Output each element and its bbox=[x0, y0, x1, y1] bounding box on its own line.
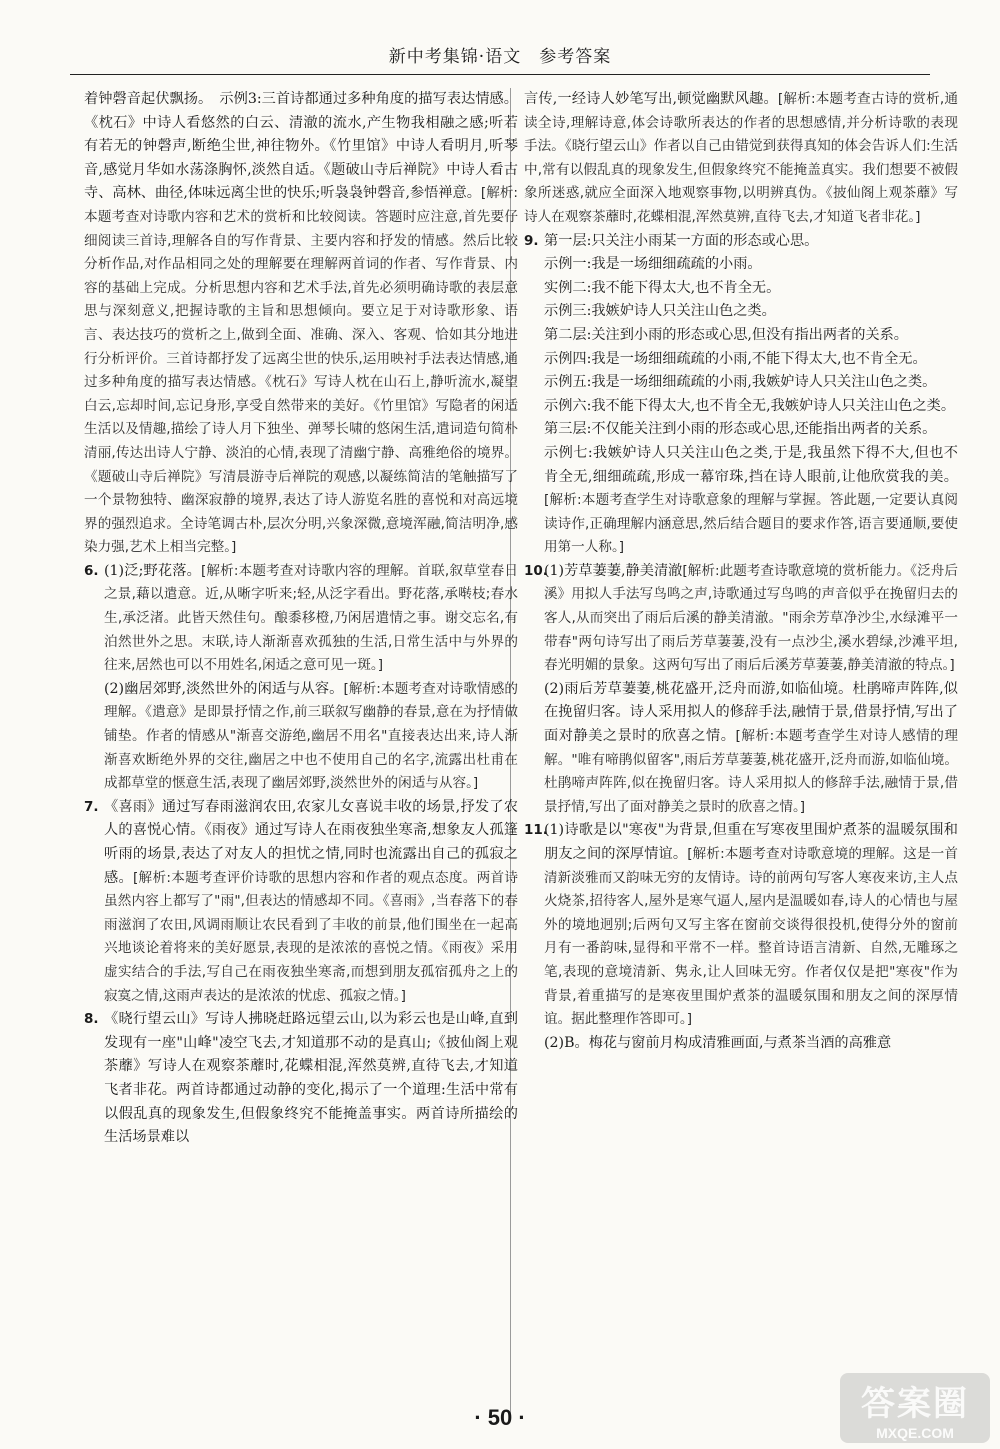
analysis-text: [解析:此题考查诗歌意境的赏析能力。《泛舟后溪》用拟人手法写鸟鸣之声,诗歌通过写鸟鸣的声音似乎在挽留归去的客人,从而突出了雨后后溪的静美清澈。"雨余芳草净沙尘,水绿滩平一带春"两句诗写出了雨后芳草萋萋,没有一点沙尘,溪水碧绿,沙滩平坦,春光明媚的景象。这两句写出了雨后后溪芳草萋萋,静美清澈的特点。] bbox=[544, 562, 958, 674]
watermark-url: MXQE.COM bbox=[876, 1424, 954, 1441]
answer-part: (1)泛;野花落。[解析:本题考查对诗歌内容的理解。首联,叙草堂春日之景,藉以遣意。近,从晰字听来;轻,从泛字看出。野花落,承啭枝;春水生,承泛渚。此皆天然佳句。酿黍移橙,乃闲居遣情之事。谢交忘名,有泊然世外之思。末联,诗人渐渐喜欢孤独的生活,日常生活中与外界的往来,居然也可以不用姓名,闲适之意可见一斑。] bbox=[104, 562, 519, 674]
question-number: 7. bbox=[84, 798, 99, 815]
analysis-text: [解析:本题考查学生对诗歌意象的理解与掌握。答此题,一定要认真阅读诗作,正确理解内涵意思,然后结合题目的要求作答,语言要通顺,要使用第一人称。] bbox=[544, 492, 958, 556]
answer-line: 实例二:我不能下得太大,也不肯全无。 bbox=[544, 279, 781, 296]
header-title: 新中考集锦·语文 参考答案 bbox=[388, 47, 612, 67]
answer-line: 第一层:只关注小雨某一方面的形态或心思。 bbox=[544, 232, 819, 249]
watermark-logo-text: 答案圈 bbox=[861, 1383, 969, 1424]
question-number: 10. bbox=[524, 562, 548, 579]
question-7 bbox=[84, 796, 518, 1008]
page-header bbox=[70, 40, 930, 75]
analysis-text: [解析:本题考查对诗歌情感的理解。《遣意》是即景抒情之作,前三联叙写幽静的春景,意在为抒情做铺垫。作者的情感从"渐喜交游绝,幽居不用名"直接表达出来,诗人渐渐喜欢断绝外界的交往,幽居之中也不使用自己的名字,流露出杜甫在成都草堂的惬意生活,表现了幽居郊野,淡然世外的闲适与从容。] bbox=[104, 680, 519, 792]
answer-line: 示例三:我嫉妒诗人只关注山色之类。 bbox=[544, 303, 776, 320]
answer-line: 示例一:我是一场细细疏疏的小雨。 bbox=[544, 256, 762, 273]
answer-part: (1)诗歌是以"寒夜"为背景,但重在写寒夜里围炉煮茶的温暖氛围和朋友之间的深厚情谊。[解析:本题考查对诗歌意境的理解。这是一首清新淡雅而又韵味无穷的友情诗。诗的前两句写客人寒夜来访,主人点火烧茶,招待客人,屋外是寒气逼人,屋内是温暖如春,诗人的心情也与屋外的境地迥别;后两句又写主客在窗前交谈得很投机,使得分外的窗前月有一番韵味,显得和平常不一样。整首诗语言清新、自然,无雕琢之笔,表现的意境清新、隽永,让人回味无穷。作者仅仅是把"寒夜"作为背景,着重描写的是寒夜里围炉煮茶的温暖氛围和朋友之间的深厚情谊。据此整理作答即可。] bbox=[544, 822, 958, 1028]
question-number: 9. bbox=[524, 232, 539, 249]
question-8 bbox=[84, 1008, 518, 1150]
answer-part: (2)B。梅花与窗前月构成清雅画面,与煮茶当酒的高雅意 bbox=[544, 1034, 892, 1051]
question-9 bbox=[524, 230, 958, 560]
paragraph: 言传,一经诗人妙笔写出,顿觉幽默风趣。[解析:本题考查古诗的赏析,通读全诗,理解诗意,体会诗歌所表达的作者的思想感情,并分析诗歌的表现手法。《晓行望云山》作者以自己由错觉到获得真知的体会告诉人们:生活中,常有以假乱真的现象发生,但假象终究不能掩盖真实。我们想要不被假象所迷惑,就应全面深入地观察事物,以明辨真伪。《披仙阁上观茶蘼》写诗人在观察茶蘼时,花蝶相混,浑然莫辨,直待飞去,才知道飞者非花。] bbox=[524, 91, 958, 225]
right-column bbox=[524, 88, 958, 1055]
page-number: · 50 · bbox=[474, 1405, 526, 1430]
question-number: 11. bbox=[524, 822, 548, 839]
question-10 bbox=[524, 560, 958, 820]
left-column bbox=[84, 88, 518, 1150]
question-6 bbox=[84, 560, 518, 796]
answer-part: 《晓行望云山》写诗人拂晓赶路远望云山,以为彩云也是山峰,直到发现有一座"山峰"凌空飞去,才知道那不动的是真山;《披仙阁上观茶蘼》写诗人在观察茶蘼时,花蝶相混,浑然莫辨,直待飞去,才知道飞者非花。两首诗都通过动静的变化,揭示了一个道理:生活中常有以假乱真的现象发生,但假象终究不能掩盖事实。两首诗所描绘的生活场景难以 bbox=[104, 1011, 518, 1146]
answer-line: 第二层:关注到小雨的形态或心思,但没有指出两者的关系。 bbox=[544, 326, 908, 343]
answer-line: 示例七:我嫉妒诗人只关注山色之类,于是,我虽然下得不大,但也不肯全无,细细疏疏,形成一幕帘珠,挡在诗人眼前,让他欣赏我的美。[解析:本题考查学生对诗歌意象的理解与掌握。答此题,一定要认真阅读诗作,正确理解内涵意思,然后结合题目的要求作答,语言要通顺,要使用第一人称。] bbox=[544, 444, 958, 556]
analysis-text: [解析:本题考查对诗歌内容和艺术的赏析和比较阅读。答题时应注意,首先要仔细阅读三首诗,理解各自的写作背景、主要内容和抒发的情感。然后比较分析作品,对作品相同之处的理解要在理解两首词的作者、写作背景、内容的基础上完成。分析思想内容和艺术手法,首先必须明确诗歌的表层意思与深刻意义,把握诗歌的主旨和思想倾向。要立足于对诗歌形象、语言、表达技巧的赏析之上,做到全面、准确、深入、客观、恰如其分地进行分析评价。三首诗都抒发了远离尘世的快乐,运用映衬手法表达情感,通过多种角度的描写表达情感。《枕石》写诗人枕在山石上,静听流水,凝望白云,忘却时间,忘记身形,享受自然带来的美好。《竹里馆》写隐者的闲适生活以及情趣,描绘了诗人月下独坐、弹琴长啸的悠闲生活,遣词造句简朴清丽,传达出诗人宁静、淡泊的心情,表现了清幽宁静、高雅绝俗的境界。《题破山寺后禅院》写清晨游寺后禅院的观感,以凝练简洁的笔触描写了一个景物独特、幽深寂静的境界,表达了诗人游览名胜的喜悦和对高远境界的强烈追求。全诗笔调古朴,层次分明,兴象深微,意境浑融,简洁明净,感染力强,艺术上相当完整。] bbox=[84, 185, 518, 556]
answer-part: (2)雨后芳草萋萋,桃花盛开,泛舟而游,如临仙境。杜鹃啼声阵阵,似在挽留归客。诗人采用拟人的修辞手法,融情于景,借景抒情,写出了面对静美之景时的欣喜之情。[解析:本题考查学生对诗人感情的理解。"唯有啼鹃似留客",雨后芳草萋萋,桃花盛开,泛舟而游,如临仙境。杜鹃啼声阵阵,似在挽留归客。诗人采用拟人的修辞手法,融情于景,借景抒情,写出了面对静美之景时的欣喜之情。] bbox=[544, 680, 958, 815]
answer-part: 《喜雨》通过写春雨滋润农田,农家儿女喜说丰收的场景,抒发了农人的喜悦心情。《雨夜》通过写诗人在雨夜独坐寒斋,想象友人孤篷听雨的场景,表达了对友人的担忧之情,同时也流露出自己的孤寂之感。[解析:本题考查评价诗歌的思想内容和作者的观点态度。两首诗虽然内容上都写了"雨",但表达的情感却不同。《喜雨》,当春落下的春雨滋润了农田,风调雨顺让农民看到了丰收的前景,他们围坐在一起高兴地谈论着将来的美好愿景,表现的是浓浓的喜悦之情。《雨夜》采用虚实结合的手法,写自己在雨夜独坐寒斋,而想到朋友孤宿孤舟之上的寂寞之情,这雨声表达的是浓浓的忧虑、孤寂之情。] bbox=[104, 798, 518, 1004]
question-number: 6. bbox=[84, 562, 99, 579]
answer-part: (1)芳草萋萋,静美清澈[解析:此题考查诗歌意境的赏析能力。《泛舟后溪》用拟人手法写鸟鸣之声,诗歌通过写鸟鸣的声音似乎在挽留归去的客人,从而突出了雨后后溪的静美清澈。"雨余芳草净沙尘,水绿滩平一带春"两句诗写出了雨后芳草萋萋,没有一点沙尘,溪水碧绿,沙滩平坦,春光明媚的景象。这两句写出了雨后后溪芳草萋萋,静美清澈的特点。] bbox=[544, 562, 958, 674]
answer-line: 第三层:不仅能关注到小雨的形态或心思,还能指出两者的关系。 bbox=[544, 421, 937, 438]
analysis-text: [解析:本题考查对诗歌内容的理解。首联,叙草堂春日之景,藉以遣意。近,从晰字听来;轻,从泛字看出。野花落,承啭枝;春水生,承泛渚。此皆天然佳句。酿黍移橙,乃闲居遣情之事。谢交忘名,有泊然世外之思。末联,诗人渐渐喜欢孤独的生活,日常生活中与外界的往来,居然也可以不用姓名,闲适之意可见一斑。] bbox=[104, 562, 519, 674]
paragraph: 着钟磬音起伏飘扬。 示例3:三首诗都通过多种角度的描写表达情感。《枕石》中诗人看悠然的白云、清澈的流水,产生物我相融之感;听若有若无的钟磬声,断绝尘世,神往物外。《竹里馆》中诗人看明月,听琴音,感觉月华如水荡涤胸怀,淡然自适。《题破山寺后禅院》中诗人看古寺、高林、曲径,体味远离尘世的快乐;听袅袅钟磬音,参悟禅意。[解析:本题考查对诗歌内容和艺术的赏析和比较阅读。答题时应注意,首先要仔细阅读三首诗,理解各自的写作背景、主要内容和抒发的情感。然后比较分析作品,对作品相同之处的理解要在理解两首词的作者、写作背景、内容的基础上完成。分析思想内容和艺术手法,首先必须明确诗歌的表层意思与深刻意义,把握诗歌的主旨和思想倾向。要立足于对诗歌形象、语言、表达技巧的赏析之上,做到全面、准确、深入、客观、恰如其分地进行分析评价。三首诗都抒发了远离尘世的快乐,运用映衬手法表达情感,通过多种角度的描写表达情感。《枕石》写诗人枕在山石上,静听流水,凝望白云,忘却时间,忘记身形,享受自然带来的美好。《竹里馆》写隐者的闲适生活以及情趣,描绘了诗人月下独坐、弹琴长啸的悠闲生活,遣词造句简朴清丽,传达出诗人宁静、淡泊的心情,表现了清幽宁静、高雅绝俗的境界。《题破山寺后禅院》写清晨游寺后禅院的观感,以凝练简洁的笔触描写了一个景物独特、幽深寂静的境界,表达了诗人游览名胜的喜悦和对高远境界的强烈追求。全诗笔调古朴,层次分明,兴象深微,意境浑融,简洁明净,感染力强,艺术上相当完整。] bbox=[84, 91, 518, 556]
answer-line: 示例四:我是一场细细疏疏的小雨,不能下得太大,也不肯全无。 bbox=[544, 350, 927, 367]
answer-line: 示例五:我是一场细细疏疏的小雨,我嫉妒诗人只关注山色之类。 bbox=[544, 374, 937, 391]
question-11 bbox=[524, 819, 958, 1055]
analysis-text: [解析:本题考查古诗的赏析,通读全诗,理解诗意,体会诗歌所表达的作者的思想感情,并分析诗歌的表现手法。《晓行望云山》作者以自己由错觉到获得真知的体会告诉人们:生活中,常有以假乱真的现象发生,但假象终究不能掩盖真实。我们想要不被假象所迷惑,就应全面深入地观察事物,以明辨真伪。《披仙阁上观茶蘼》写诗人在观察茶蘼时,花蝶相混,浑然莫辨,直待飞去,才知道飞者非花。] bbox=[524, 91, 958, 225]
answer-part: (2)幽居郊野,淡然世外的闲适与从容。[解析:本题考查对诗歌情感的理解。《遣意》是即景抒情之作,前三联叙写幽静的春景,意在为抒情做铺垫。作者的情感从"渐喜交游绝,幽居不用名"直接表达出来,诗人渐渐喜欢断绝外界的交往,幽居之中也不使用自己的名字,流露出杜甫在成都草堂的惬意生活,表现了幽居郊野,淡然世外的闲适与从容。] bbox=[104, 680, 519, 792]
watermark-logo bbox=[840, 1373, 990, 1443]
analysis-text: [解析:本题考查对诗歌意境的理解。这是一首清新淡雅而又韵味无穷的友情诗。诗的前两句写客人寒夜来访,主人点火烧茶,招待客人,屋外是寒气逼人,屋内是温暖如春,诗人的心情也与屋外的境地迥别;后两句又写主客在窗前交谈得很投机,使得分外的窗前月有一番韵味,显得和平常不一样。整首诗语言清新、自然,无雕琢之笔,表现的意境清新、隽永,让人回味无穷。作者仅仅是把"寒夜"作为背景,着重描写的是寒夜里围炉煮茶的温暖氛围和朋友之间的深厚情谊。据此整理作答即可。] bbox=[544, 846, 958, 1028]
answer-line: 示例六:我不能下得太大,也不肯全无,我嫉妒诗人只关注山色之类。 bbox=[544, 397, 956, 414]
question-number: 8. bbox=[84, 1011, 99, 1028]
analysis-text: [解析:本题考查学生对诗人感情的理解。"唯有啼鹃似留客",雨后芳草萋萋,桃花盛开,泛舟而游,如临仙境。杜鹃啼声阵阵,似在挽留归客。诗人采用拟人的修辞手法,融情于景,借景抒情,写出了面对静美之景时的欣喜之情。] bbox=[544, 728, 958, 815]
analysis-text: [解析:本题考查评价诗歌的思想内容和作者的观点态度。两首诗虽然内容上都写了"雨",但表达的情感却不同。《喜雨》,当春落下的春雨滋润了农田,风调雨顺让农民看到了丰收的前景,他们围坐在一起高兴地谈论着将来的美好愿景,表现的是浓浓的喜悦之情。《雨夜》采用虚实结合的手法,写自己在雨夜独坐寒斋,而想到朋友孤宿孤舟之上的寂寞之情,这雨声表达的是浓浓的忧虑、孤寂之情。] bbox=[104, 869, 518, 1004]
